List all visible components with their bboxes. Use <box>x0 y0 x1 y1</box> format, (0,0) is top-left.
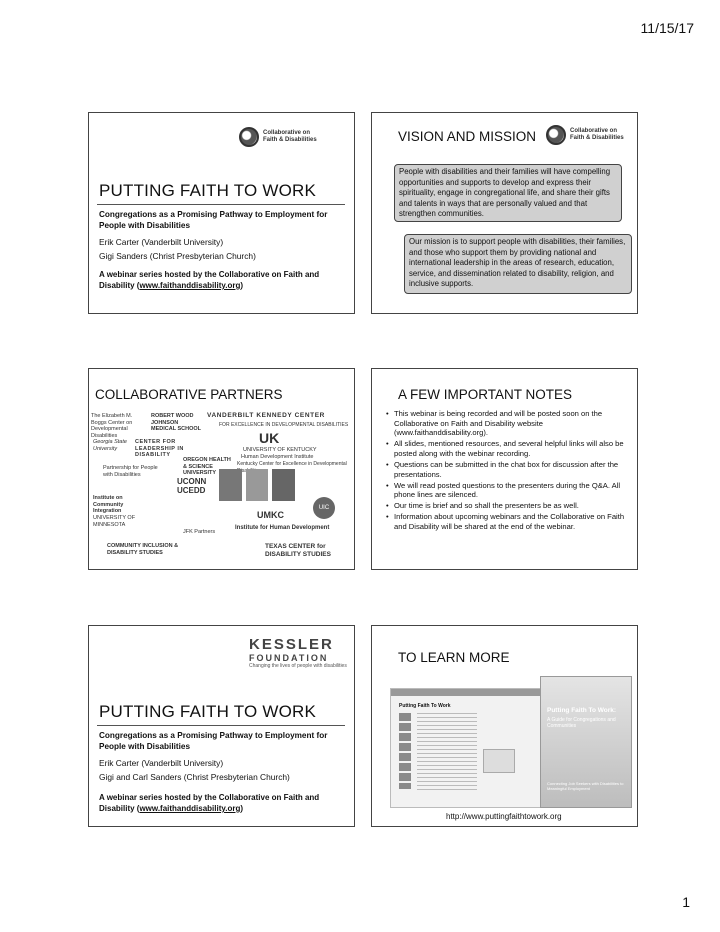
presenter-2: Gigi Sanders (Christ Presbyterian Church) <box>99 251 256 261</box>
slide-2 <box>371 112 638 314</box>
partner-tcds: TEXAS CENTER for DISABILITY STUDIES <box>265 543 331 558</box>
partner-jfk: JFK Partners <box>183 529 216 535</box>
hosted-by-text: A webinar series hosted by the Collaborative on Faith and Disability (www.faithanddisability.org) <box>99 270 320 290</box>
book-title: Putting Faith To Work: <box>547 707 617 714</box>
partner-uic: UIC <box>313 497 335 519</box>
partner-uk-name: UNIVERSITY OF KENTUCKY <box>243 447 317 453</box>
kessler-top: KESSLER <box>249 636 334 653</box>
slide-title: A FEW IMPORTANT NOTES <box>398 387 573 402</box>
note-item: • All slides, mentioned resources, and several helpful links will also be posted along with the webinar recording. <box>386 439 631 458</box>
partner-ohsu: OREGON HEALTH & SCIENCE UNIVERSITY <box>183 457 231 476</box>
collaborative-logo <box>546 125 624 145</box>
partner-uconn: UCONN UCEDD <box>177 477 207 495</box>
slide-4 <box>371 368 638 570</box>
note-item: • This webinar is being recorded and will be posted soon on the Collaborative on Faith and Disability website (www.faithanddisability.org). <box>386 409 631 438</box>
partner-umkc: UMKC <box>257 510 284 520</box>
note-item: • Questions can be submitted in the chat box for discussion after the presentations. <box>386 460 631 479</box>
presenter-2: Gigi and Carl Sanders (Christ Presbyterian Church) <box>99 772 290 782</box>
slide-subtitle: Congregations as a Promising Pathway to Employment for People with Disabilities <box>99 731 328 751</box>
logo-text: Collaborative on Faith & Disabilities <box>263 130 317 143</box>
partner-vkc-sub: FOR EXCELLENCE IN DEVELOPMENTAL DISABILITIES <box>219 422 349 428</box>
slide-5 <box>88 625 355 827</box>
slide-6 <box>371 625 638 827</box>
partner-ihd: Institute for Human Development <box>235 525 330 531</box>
slide-1 <box>88 112 355 314</box>
slide-title: VISION AND MISSION <box>398 129 537 144</box>
note-item: • We will read posted questions to the presenters during the Q&A. All phone lines are silenced. <box>386 481 631 500</box>
presenter-1: Erik Carter (Vanderbilt University) <box>99 237 224 247</box>
partner-cld: CENTER FOR LEADERSHIP IN DISABILITY <box>135 439 184 458</box>
partner-uk: UK <box>259 430 280 446</box>
collaborative-logo-icon <box>239 127 259 147</box>
note-item: • Our time is brief and so shall the presenters be as well. <box>386 501 631 511</box>
slide-title: PUTTING FAITH TO WORK <box>99 181 317 200</box>
learn-more-url[interactable]: http://www.puttingfaithtowork.org <box>446 812 562 821</box>
slide-title: TO LEARN MORE <box>398 650 510 665</box>
logo-text: Collaborative on Faith & Disabilities <box>570 128 624 141</box>
website-screenshot <box>390 688 542 808</box>
presenter-1: Erik Carter (Vanderbilt University) <box>99 758 224 768</box>
slide-title: PUTTING FAITH TO WORK <box>99 702 317 721</box>
note-item: • Information about upcoming webinars and the Collaborative on Faith and Disability will be shared at the end of the webinar. <box>386 512 631 531</box>
partner-rwj: ROBERT WOOD JOHNSON MEDICAL SCHOOL <box>151 413 202 432</box>
notes-list <box>386 409 631 533</box>
partner-gsu: Georgia State University <box>93 439 127 452</box>
partner-pfp: Partnership for People with Disabilities <box>103 465 158 478</box>
partner-photos <box>219 469 295 501</box>
kessler-bottom: FOUNDATION <box>249 653 329 663</box>
book-subtitle: A Guide for Congregations and Communities <box>547 717 616 729</box>
partner-hdi-sub: Kentucky Center for Excellence in Developmental <box>237 461 347 467</box>
kessler-logo <box>249 636 349 669</box>
slide-3 <box>88 368 355 570</box>
collaborative-logo-icon <box>546 125 566 145</box>
page-number: 1 <box>682 894 690 910</box>
partner-hdi: Human Development Institute <box>241 454 314 460</box>
website-heading: Putting Faith To Work <box>399 703 451 709</box>
hosted-by-text: A webinar series hosted by the Collaborative on Faith and Disability (www.faithanddisability.org) <box>99 793 320 813</box>
faith-disability-link[interactable]: www.faithanddisability.org <box>139 804 241 813</box>
guide-book-cover <box>540 676 632 808</box>
partner-vkc: VANDERBILT KENNEDY CENTER <box>207 412 325 419</box>
print-date: 11/15/17 <box>640 20 694 36</box>
vision-box: People with disabilities and their families will have compelling opportunities and supports to develop and express their spirituality, engage in congregational life, and share their gifts and talents in ways that are personally valued and that strengthen communities. <box>394 164 622 222</box>
partner-ici: Institute on Community Integration <box>93 495 124 514</box>
partner-umn: UNIVERSITY OF MINNESOTA <box>93 515 136 528</box>
partner-cids: COMMUNITY INCLUSION & DISABILITY STUDIES <box>107 543 179 556</box>
title-divider <box>97 725 345 726</box>
book-tagline: Connecting Job Seekers with Disabilities to Meaningful Employment <box>547 781 624 791</box>
title-divider <box>97 204 345 205</box>
collaborative-logo <box>239 127 317 147</box>
kessler-tagline: Changing the lives of people with disabilities <box>249 663 347 669</box>
mission-box: Our mission is to support people with disabilities, their families, and those who support them by providing national and international leadership in the areas of research, education, service, and dissemination related to disability, religion, and inclusive supports. <box>404 234 632 294</box>
slide-subtitle: Congregations as a Promising Pathway to Employment for People with Disabilities <box>99 210 328 230</box>
slide-title: COLLABORATIVE PARTNERS <box>95 387 283 402</box>
faith-disability-link[interactable]: www.faithanddisability.org <box>139 281 241 290</box>
partner-boggs-center: The Elizabeth M. Boggs Center on Developmental Disabilities <box>91 413 133 439</box>
